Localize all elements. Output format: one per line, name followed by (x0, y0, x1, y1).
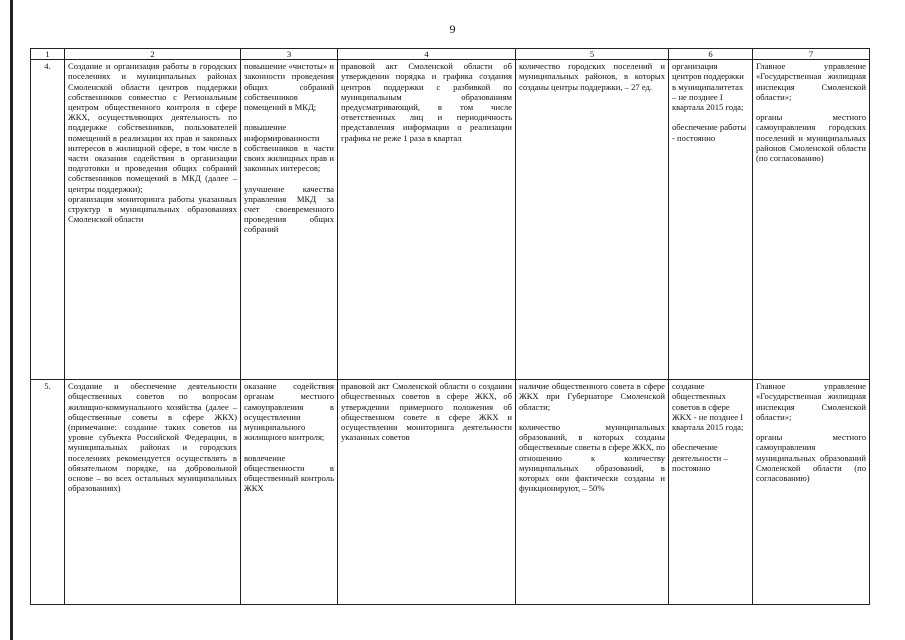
indicator: количество городских поселений и муниципальных районов, в которых созданы центры поддержки, – 27 ед. (516, 60, 669, 380)
header-cell-4: 4 (338, 49, 516, 60)
header-cell-5: 5 (516, 49, 669, 60)
header-cell-3: 3 (241, 49, 338, 60)
table-header-row (31, 49, 870, 60)
table-row (31, 60, 870, 380)
table-row (31, 380, 870, 605)
deadline: организация центров поддержки в муниципалитетах – не позднее I квартала 2015 года; обеспечение работы - постоянно (669, 60, 753, 380)
expected-result: повышение «чистоты» и законности проведения общих собраний собственников помещений в МКД; повышение информированности собственников в части своих жилищных прав и законных интересов; улучшение качества управления МКД за счет своевременного проведения общих собраний (241, 60, 338, 380)
row-number: 5. (31, 380, 65, 605)
expected-result: оказание содействия органам местного самоуправления в осуществлении муниципального жилищного контроля; вовлечение общественности в общественный контроль ЖКХ (241, 380, 338, 605)
page-number: 9 (449, 22, 456, 36)
binding-edge (10, 0, 13, 640)
header-cell-1: 1 (31, 49, 65, 60)
measures-table (30, 48, 870, 605)
responsible: Главное управление «Государственная жилищная инспекция Смоленской области»; органы местного самоуправления муниципальных образований Смоленской области (по согласованию) (753, 380, 870, 605)
legal-act: правовой акт Смоленской области о создании общественных советов в сфере ЖКХ, об утверждении примерного положения об общественном совете в сфере ЖКХ и осуществлении мониторинга деятельности указанных советов (338, 380, 516, 605)
legal-act: правовой акт Смоленской области об утверждении порядка и графика создания центров поддержки с разбивкой по муниципальным образованиям предусматривающий, в том числе ответственных лиц и периодичность представления информации о реализации графика не реже 1 раза в квартал (338, 60, 516, 380)
deadline: создание общественных советов в сфере ЖКХ - не позднее I квартала 2015 года; обеспечение деятельности – постоянно (669, 380, 753, 605)
header-cell-2: 2 (65, 49, 241, 60)
measure-description: Создание и обеспечение деятельности общественных советов по вопросам жилищно-коммунального хозяйства (далее – общественные советы в сфере ЖКХ) (примечание: создание таких советов на уровне субъекта Российской Федерации, в муниципальных районах и городских поселениях рекомендуется осуществлять в обязательном порядке, на добровольной основе – во всех остальных муниципальных образованиях) (65, 380, 241, 605)
responsible: Главное управление «Государственная жилищная инспекция Смоленской области»; органы местного самоуправления городских поселений и муниципальных районов Смоленской области (по согласованию) (753, 60, 870, 380)
row-number: 4. (31, 60, 65, 380)
header-cell-6: 6 (669, 49, 753, 60)
measure-description: Создание и организация работы в городских поселениях и муниципальных районах Смоленской области центров поддержки собственников совместно с Региональным центром общественного контроля в сфере ЖКХ, осуществляющих деятельность по поддержке собственников, пользователей помещений в реализации их прав и законных интересов в жилищной сфере, в том числе в части оказания содействия в организации подготовки и проведения общих собраний собственников помещений в МКД (далее – центры поддержки); организация мониторинга работы указанных структур в муниципальных образованиях Смоленской области (65, 60, 241, 380)
header-cell-7: 7 (753, 49, 870, 60)
indicator: наличие общественного совета в сфере ЖКХ при Губернаторе Смоленской области; количество муниципальных образований, в которых созданы общественные советы в сфере ЖКХ, по отношению к количеству муниципальных образований, в которых они фактически созданы и функционируют, – 50% (516, 380, 669, 605)
